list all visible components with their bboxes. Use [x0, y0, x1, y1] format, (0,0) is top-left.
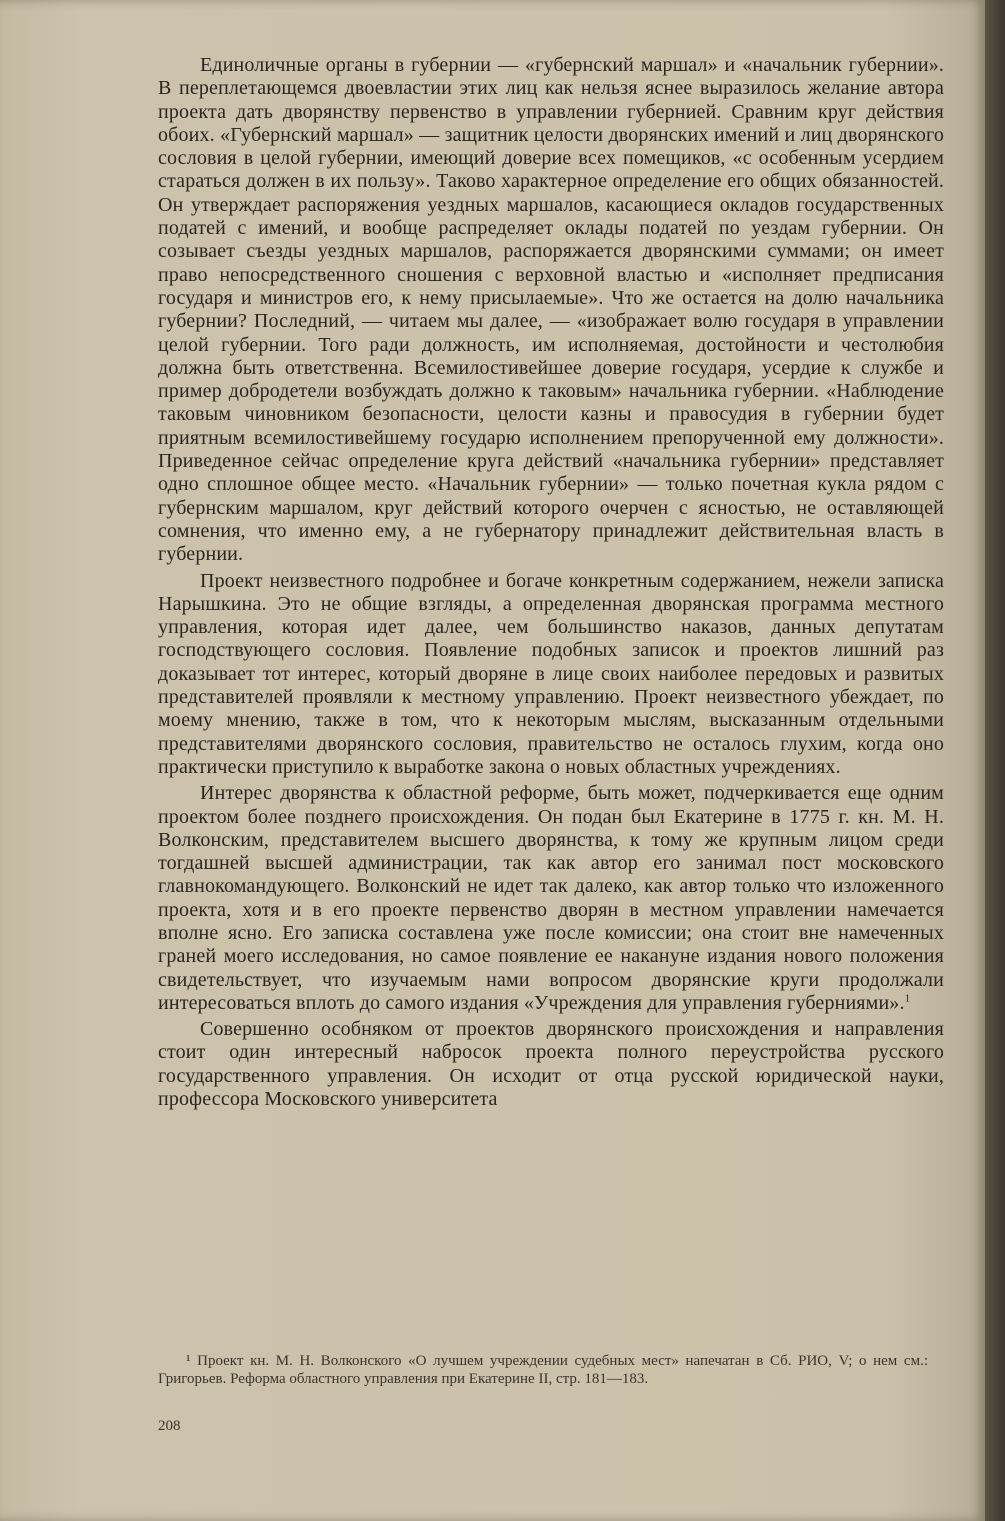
paragraph-2: Проект неизвестного подробнее и богаче конкретным содержанием, нежели записка Нарышкина. Это не общие взгляды, а определенная дворянская программа местного управления, которая идет далее, чем большинство наказов, данных депутатам господствующего сословия. Появление подобных записок и проектов лишний раз доказывает тот интерес, который дворяне в лице своих наиболее передовых и развитых представителей проявляли к местному управлению. Проект неизвестного убеждает, по моему мнению, также в том, что к некоторым мыслям, высказанным отдельными представителями дворянского сословия, правительство не осталось глухим, когда оно практически приступило к выработке закона о новых областных учреждениях. [158, 569, 944, 778]
footnote-reference: 1 [904, 992, 911, 1005]
body-text [158, 54, 944, 1111]
paragraph-3-text: Интерес дворянства к областной реформе, быть может, подчеркивается еще одним проектом более позднего происхождения. Он подан был Екатерине в 1775 г. кн. М. Н. Волконским, представителем высшего дворянства, к тому же крупным лицом среди тогдашней высшей администрации, так как автор его занимал пост московского главнокомандующего. Волконский не идет так далеко, как автор только что изложенного проекта, хотя и в его проекте первенство дворян в местном управлении намечается вполне ясно. Его записка составлена уже после комиссии; она стоит вне намеченных граней моего исследования, но самое появление ее накануне издания нового положения свидетельствует, что изучаемым нами вопросом дворянские круги продолжали интересоваться вплоть до самого издания «Учреждения для управления губерниями». [158, 782, 944, 1014]
footnote-1: ¹ Проект кн. М. Н. Волконского «О лучшем учреждении судебных мест» напечатан в Сб. РИО, V; о нем см.: Григорьев. Реформа областного управления при Екатерине II, стр. 181—183. [158, 1353, 928, 1387]
paragraph-4: Совершенно особняком от проектов дворянского происхождения и направления стоит один интересный набросок проекта полного переустройства русского государственного управления. Он исходит от отца русской юридической науки, профессора Московского университета [158, 1018, 944, 1111]
page-number: 208 [158, 1418, 181, 1434]
footnotes [158, 1352, 928, 1388]
book-spine-edge [985, 0, 1005, 1521]
paragraph-3 [158, 782, 944, 1015]
paragraph-1: Единоличные органы в губернии — «губернский маршал» и «начальник губернии». В переплетающемся двоевластии этих лиц как нельзя яснее выразилось желание автора проекта дать дворянству первенство в управлении губернией. Сравним круг действия обоих. «Губернский маршал» — защитник целости дворянских имений и лиц дворянского сословия в целой губернии, имеющий доверие всех помещиков, «с особенным усердием стараться должен в их пользу». Таково характерное определение его общих обязанностей. Он утверждает распоряжения уездных маршалов, касающиеся окладов государственных податей с имений, и вообще распределяет оклады податей по уездам губернии. Он созывает съезды уездных маршалов, распоряжается дворянскими суммами; он имеет право непосредственного сношения с верховной властью и «исполняет предписания государя и министров его, к нему присылаемые». Что же остается на долю начальника губернии? Последний, — читаем мы далее, — «изображает волю государя в управлении целой губернии. Того ради должность, им исполняемая, достойности и честолюбия должна быть ответственна. Всемилостивейшее доверие государя, усердие к службе и пример добродетели возбуждать должно к таковым» начальника губернии. «Наблюдение таковым чиновником безопасности, целости казны и правосудия в губернии будет приятным всемилостивейшему государю исполнением препорученной ему должности». Приведенное сейчас определение круга действий «начальника губернии» представляет одно сплошное общее место. «Начальник губернии» — только почетная кукла рядом с губернским маршалом, круг действий которого очерчен с ясностью, не оставляющей сомнения, что именно ему, а не губернатору принадлежит действительная власть в губернии. [158, 54, 944, 566]
